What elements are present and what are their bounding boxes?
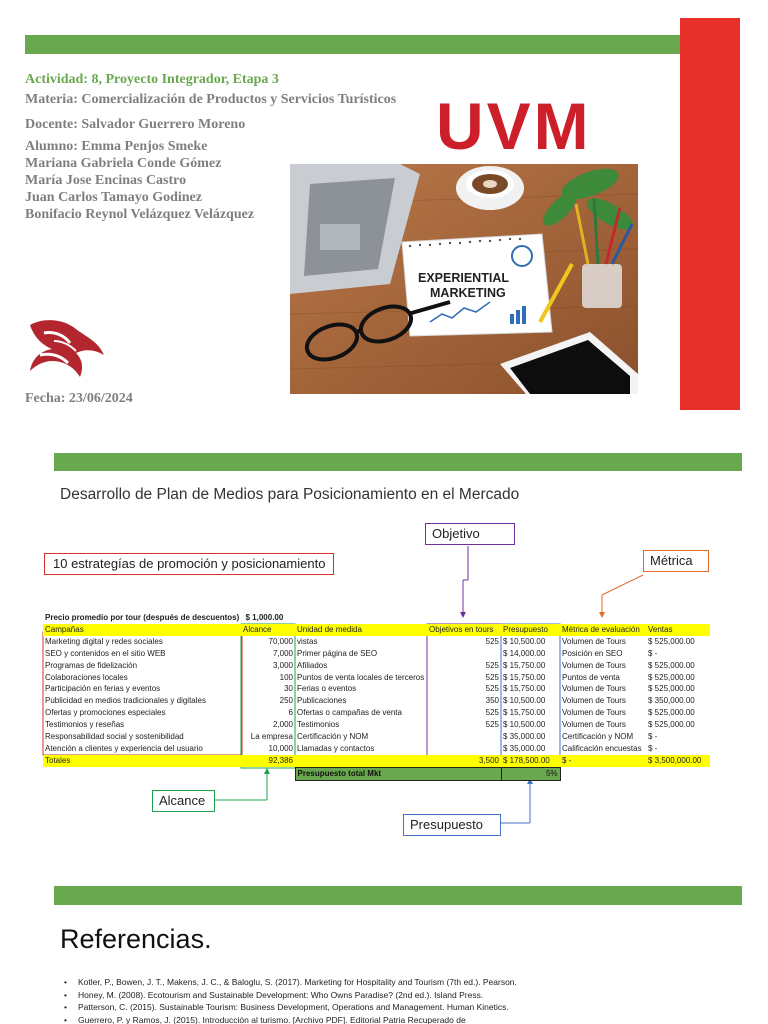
budget-row	[43, 767, 710, 780]
precio-row	[43, 612, 710, 624]
header-campanas: Campañas	[43, 624, 241, 636]
budget-label: Presupuesto total Mkt	[295, 767, 501, 780]
cell-metrica: Volumen de Tours	[562, 720, 626, 730]
cell-alcance: 250	[279, 696, 293, 706]
precio-label: Precio promedio por tour (después de descuentos)	[45, 613, 240, 622]
lion-logo-icon	[24, 315, 106, 381]
table-row	[43, 683, 710, 695]
cell-ventas: $ -	[648, 732, 658, 742]
callout-alcance: Alcance	[152, 790, 215, 812]
cover-alumno-2: Mariana Gabriela Conde Gómez	[25, 156, 222, 171]
callout-objetivo: Objetivo	[425, 523, 515, 545]
cell-presupuesto: $ 10,500.00	[503, 636, 546, 646]
cell-presupuesto: $ 15,750.00	[503, 660, 546, 670]
cell-alcance: 70,000	[268, 636, 293, 646]
plan-title: Desarrollo de Plan de Medios para Posicionamiento en el Mercado	[60, 486, 520, 503]
cell-presupuesto: $ 35,000.00	[503, 732, 546, 742]
callout-metrica: Métrica	[643, 550, 709, 572]
cell-alcance: La empresa	[250, 732, 293, 742]
header-objetivos: Objetivos en tours	[427, 624, 501, 636]
cell-metrica: Volumen de Tours	[562, 636, 626, 646]
cell-alcance: 3,000	[272, 660, 293, 670]
cell-metrica: Certificación y NOM	[562, 732, 634, 742]
totals-label: Totales	[43, 755, 241, 767]
totals-metrica: $ -	[560, 755, 646, 767]
cell-objetivo	[427, 648, 501, 660]
cell-objetivo: 525	[485, 660, 499, 670]
reference-item: • Honey, M. (2008). Ecotourism and Sustainable Development: Who Owns Paradise? (2nd ed.). Island Press.	[60, 989, 517, 1002]
cover-top-bar	[25, 35, 681, 54]
cell-unidad: Certificación y NOM	[297, 732, 369, 742]
table-row	[43, 731, 710, 743]
desk-illustration	[290, 164, 638, 394]
cell-metrica: Volumen de Tours	[562, 696, 626, 706]
cell-objetivo: 525	[485, 708, 499, 718]
cell-presupuesto: $ 35,000.00	[503, 743, 546, 753]
cell-presupuesto: $ 10,500.00	[503, 696, 546, 706]
cell-presupuesto: $ 14,000.00	[503, 648, 546, 658]
table-row	[43, 743, 710, 755]
cell-campana: Marketing digital y redes sociales	[45, 636, 163, 646]
precio-value: $ 1,000.00	[245, 613, 284, 622]
cell-ventas: $ 525,000.00	[648, 684, 695, 694]
uvm-logo: UVM	[436, 89, 592, 163]
cell-objetivo: 525	[485, 720, 499, 730]
cell-alcance: 6	[288, 708, 293, 718]
cell-objetivo: 525	[485, 684, 499, 694]
cell-metrica: Volumen de Tours	[562, 684, 626, 694]
cell-ventas: $ 350,000.00	[648, 696, 695, 706]
table-row	[43, 648, 710, 660]
cell-alcance: 10,000	[268, 743, 293, 753]
cell-ventas: $ 525,000.00	[648, 660, 695, 670]
table-row	[43, 636, 710, 648]
experiential-marketing-photo	[290, 164, 638, 394]
cell-ventas: $ 525,000.00	[648, 720, 695, 730]
cover-docente: Docente: Salvador Guerrero Moreno	[25, 117, 246, 132]
cell-unidad: Ferias o eventos	[297, 684, 357, 694]
reference-item: • Kotler, P., Bowen, J. T., Makens, J. C., & Baloglu, S. (2017). Marketing for Hospitality and Tourism (7th ed.). Pearson.	[60, 976, 517, 989]
cell-campana: Atención a clientes y experiencia del usuario	[45, 743, 203, 753]
cell-unidad: vistas	[297, 636, 318, 646]
cell-campana: Participación en ferias y eventos	[45, 684, 161, 694]
cell-metrica: Posición en SEO	[562, 648, 623, 658]
cell-campana: Ofertas y promociones especiales	[45, 708, 166, 718]
cell-objetivo: 350	[485, 696, 499, 706]
reference-item: • Patterson, C. (2015). Sustainable Tourism: Business Development, Operations and Management. Human Kinetics.	[60, 1001, 517, 1014]
table-row	[43, 719, 710, 731]
cell-objetivo	[427, 731, 501, 743]
cell-campana: SEO y contenidos en el sitio WEB	[45, 648, 166, 658]
table-row	[43, 707, 710, 719]
header-ventas: Ventas	[646, 624, 710, 636]
plan-top-bar	[54, 453, 742, 471]
cell-campana: Programas de fidelización	[45, 660, 138, 670]
cell-objetivo: 525	[485, 672, 499, 682]
totals-row	[43, 755, 710, 767]
totals-presupuesto: $ 178,500.00	[501, 755, 560, 767]
refs-title: Referencias.	[60, 924, 212, 954]
cell-alcance: 30	[284, 684, 293, 694]
cell-unidad: Ofertas o campañas de venta	[297, 708, 402, 718]
cell-unidad: Llamadas y contactos	[297, 743, 375, 753]
cell-presupuesto: $ 15,750.00	[503, 672, 546, 682]
callout-estrategias: 10 estrategías de promoción y posicionamiento	[44, 553, 334, 575]
totals-alcance: 92,386	[241, 755, 295, 767]
media-plan-table	[43, 612, 710, 781]
totals-objetivos: 3,500	[427, 755, 501, 767]
cell-unidad: Afiliados	[297, 660, 328, 670]
cover-alumno-3: María Jose Encinas Castro	[25, 173, 187, 188]
photo-text-experiential: EXPERIENTIAL	[418, 271, 509, 285]
cell-ventas: $ -	[648, 648, 658, 658]
cell-campana: Publicidad en medios tradicionales y digitales	[45, 696, 206, 706]
totals-ventas: $ 3,500,000.00	[646, 755, 710, 767]
cell-unidad: Testimonios	[297, 720, 340, 730]
table-row	[43, 672, 710, 684]
cell-presupuesto: $ 10,500.00	[503, 720, 546, 730]
cell-objetivo	[427, 743, 501, 755]
cell-ventas: $ 525,000.00	[648, 636, 695, 646]
reference-item: • Guerrero, P. y Ramos, J. (2015). Introducción al turismo. [Archivo PDF]. Editorial Patria Recuperado de	[60, 1014, 517, 1024]
cover-actividad: Actividad: 8, Proyecto Integrador, Etapa 3	[25, 72, 279, 87]
cell-metrica: Volumen de Tours	[562, 708, 626, 718]
cover-alumno: Alumno: Emma Penjos Smeke	[25, 139, 208, 154]
cell-alcance: 7,000	[272, 648, 293, 658]
references-list	[60, 976, 517, 1024]
header-alcance: Alcance	[241, 624, 295, 636]
cover-fecha: Fecha: 23/06/2024	[25, 391, 133, 406]
cell-campana: Responsabilidad social y sostenibilidad	[45, 732, 184, 742]
cell-unidad: Primer página de SEO	[297, 648, 378, 658]
cell-presupuesto: $ 15,750.00	[503, 708, 546, 718]
cell-unidad: Publicaciones	[297, 696, 347, 706]
cover-materia: Materia: Comercialización de Productos y Servicios Turísticos	[25, 92, 397, 107]
cover-alumno-4: Juan Carlos Tamayo Godinez	[25, 190, 202, 205]
header-presupuesto: Presupuesto	[501, 624, 560, 636]
table-header-row	[43, 624, 710, 636]
table-row	[43, 695, 710, 707]
header-unidad: Unidad de medida	[295, 624, 427, 636]
refs-top-bar	[54, 886, 742, 905]
cell-metrica: Volumen de Tours	[562, 660, 626, 670]
cell-alcance: 2,000	[272, 720, 293, 730]
cell-unidad: Puntos de venta locales de terceros	[297, 672, 425, 682]
cover-red-strip	[680, 18, 740, 410]
cell-ventas: $ -	[648, 743, 658, 753]
totals-unidad	[295, 755, 427, 767]
cell-presupuesto: $ 15,750.00	[503, 684, 546, 694]
cell-metrica: Calificación encuestas	[562, 743, 642, 753]
budget-value: 5%	[501, 767, 560, 780]
cell-campana: Testimonios y reseñas	[45, 720, 125, 730]
cell-ventas: $ 525,000.00	[648, 708, 695, 718]
cell-alcance: 100	[279, 672, 293, 682]
table-row	[43, 660, 710, 672]
cell-campana: Colaboraciones locales	[45, 672, 128, 682]
header-metrica: Métrica de evaluación	[560, 624, 646, 636]
cell-metrica: Puntos de venta	[562, 672, 620, 682]
callout-presupuesto: Presupuesto	[403, 814, 501, 836]
photo-text-marketing: MARKETING	[430, 286, 506, 300]
cell-objetivo: 525	[485, 636, 499, 646]
cell-ventas: $ 525,000.00	[648, 672, 695, 682]
cover-alumno-5: Bonifacio Reynol Velázquez Velázquez	[25, 207, 255, 222]
